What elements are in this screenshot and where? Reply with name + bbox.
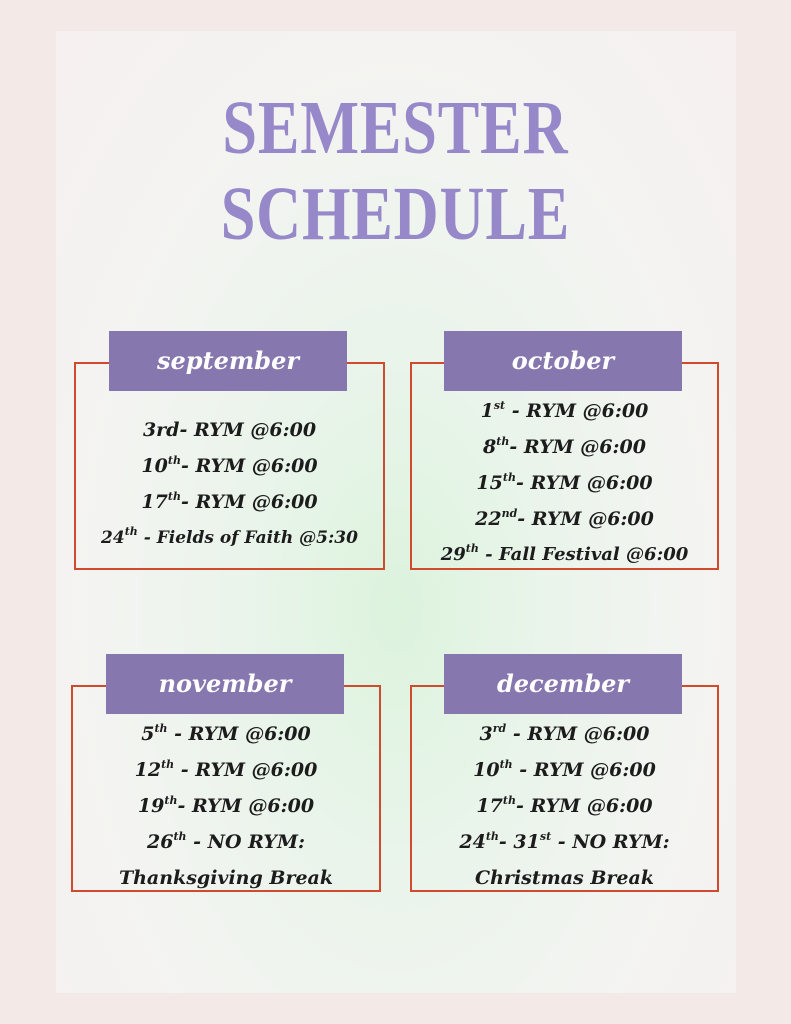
october-header: october — [444, 331, 682, 391]
list-item: 19th- RYM @6:00 — [137, 794, 315, 817]
title-line-2: SCHEDULE — [220, 172, 571, 256]
september-header: september — [109, 331, 347, 391]
november-header: november — [106, 654, 344, 714]
title-line-1: SEMESTER — [222, 86, 569, 170]
list-item: 10th - RYM @6:00 — [473, 758, 656, 781]
list-item: 17th- RYM @6:00 — [141, 490, 318, 513]
december-header: december — [444, 654, 682, 714]
list-item: 22nd- RYM @6:00 — [475, 507, 654, 530]
december-events — [410, 716, 719, 896]
list-item: 17th- RYM @6:00 — [476, 794, 653, 817]
list-item: 8th- RYM @6:00 — [483, 435, 646, 458]
list-item-note: Thanksgiving Break — [118, 867, 334, 889]
list-item: 29th - Fall Festival @6:00 — [440, 542, 689, 565]
list-item: 3rd - RYM @6:00 — [479, 722, 650, 745]
list-item: 1st - RYM @6:00 — [480, 399, 649, 422]
list-item-note: Christmas Break — [475, 867, 654, 889]
list-item: 3rd- RYM @6:00 — [142, 419, 317, 441]
october-events — [410, 393, 719, 573]
november-events — [71, 716, 381, 896]
list-item: 24th- 31st - NO RYM: — [459, 830, 670, 853]
list-item: 15th- RYM @6:00 — [476, 471, 653, 494]
list-item: 10th- RYM @6:00 — [141, 454, 318, 477]
list-item: 24th - Fields of Faith @5:30 — [101, 525, 358, 548]
september-events — [74, 412, 385, 556]
list-item: 26th - NO RYM: — [146, 830, 305, 853]
list-item: 5th - RYM @6:00 — [141, 722, 311, 745]
list-item: 12th - RYM @6:00 — [134, 758, 318, 781]
